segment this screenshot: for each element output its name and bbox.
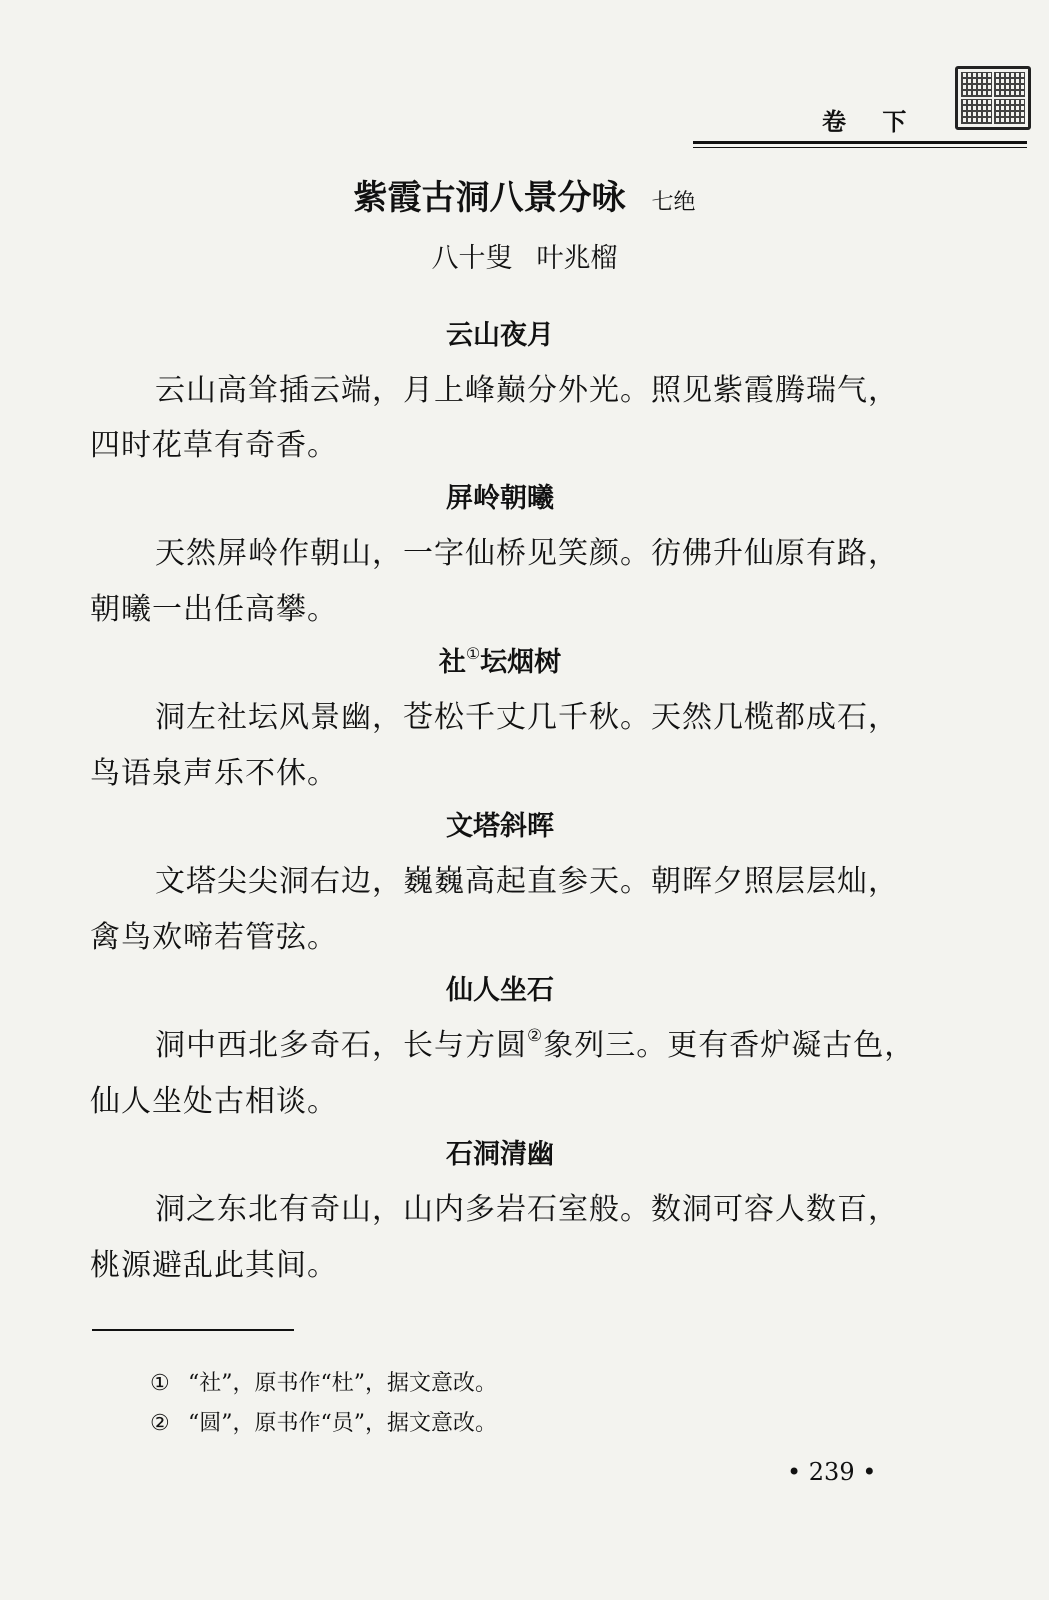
footnote-ref: ②	[527, 1026, 544, 1046]
poem-line-text: 象列三。更有香炉凝古色，	[543, 1028, 916, 1063]
poem-line: 禽鸟欢啼若管弦。	[90, 920, 338, 955]
poem-line: 四时花草有奇香。	[90, 428, 338, 463]
title-main: 紫霞古洞八景分咏	[353, 178, 626, 218]
page-title	[0, 170, 1049, 219]
poem-line: 鸟语泉声乐不休。	[90, 756, 338, 791]
poem-title	[0, 313, 1000, 352]
poem-line: 洞左社坛风景幽，苍松千丈几千秋。天然几榄都成石，	[155, 700, 899, 735]
footnote-rule	[92, 1329, 294, 1331]
poem-title	[0, 804, 1000, 843]
poem-title-text: 社	[438, 647, 466, 678]
poem-title-text: 仙人坐石	[446, 975, 554, 1006]
running-head: 卷 下	[822, 108, 921, 136]
poem-title-text: 云山夜月	[446, 320, 554, 351]
poem-title	[0, 476, 1000, 515]
author-line	[0, 236, 1049, 275]
poem-line: 云山高耸插云端，月上峰巅分外光。照见紫霞腾瑞气，	[155, 373, 899, 408]
footnote-mark: ②	[150, 1411, 170, 1436]
page-number: • 239 •	[787, 1458, 877, 1486]
footnote-mark: ①	[150, 1371, 170, 1396]
poem-line: 洞之东北有奇山，山内多岩石室般。数洞可容人数百，	[155, 1192, 899, 1227]
poem-line: 天然屏岭作朝山，一字仙桥见笑颜。彷佛升仙原有路，	[155, 536, 899, 571]
header-rule	[693, 141, 1027, 144]
footnote-text: “圆”，原书作“员”，据文意改。	[188, 1411, 497, 1436]
poem-title	[0, 640, 1000, 679]
poem-title-text: 屏岭朝曦	[446, 483, 554, 514]
footnote	[150, 1366, 497, 1397]
author-age: 八十叟	[431, 243, 513, 274]
poem-title-text: 石洞清幽	[446, 1139, 554, 1170]
publisher-seal-icon	[955, 66, 1031, 130]
title-form: 七绝	[651, 190, 696, 215]
poem-line-text: 洞中西北多奇石，长与方圆	[155, 1028, 527, 1063]
header-rule-thin	[693, 147, 1027, 148]
poem-title-text: 文塔斜晖	[446, 811, 554, 842]
poem-line	[155, 1020, 915, 1064]
poem-title	[0, 1132, 1000, 1171]
poem-title	[0, 968, 1000, 1007]
author-name: 叶兆榴	[536, 243, 618, 274]
footnote-text: “社”，原书作“杜”，据文意改。	[188, 1371, 497, 1396]
poem-line: 桃源避乱此其间。	[90, 1248, 338, 1283]
footnote-ref: ①	[465, 644, 481, 663]
poem-line: 朝曦一出任高攀。	[90, 592, 338, 627]
poem-line: 文塔尖尖洞右边，巍巍高起直参天。朝晖夕照层层灿，	[155, 864, 899, 899]
poem-line: 仙人坐处古相谈。	[90, 1084, 338, 1119]
poem-title-text: 坛烟树	[480, 647, 562, 678]
footnote	[150, 1406, 497, 1437]
